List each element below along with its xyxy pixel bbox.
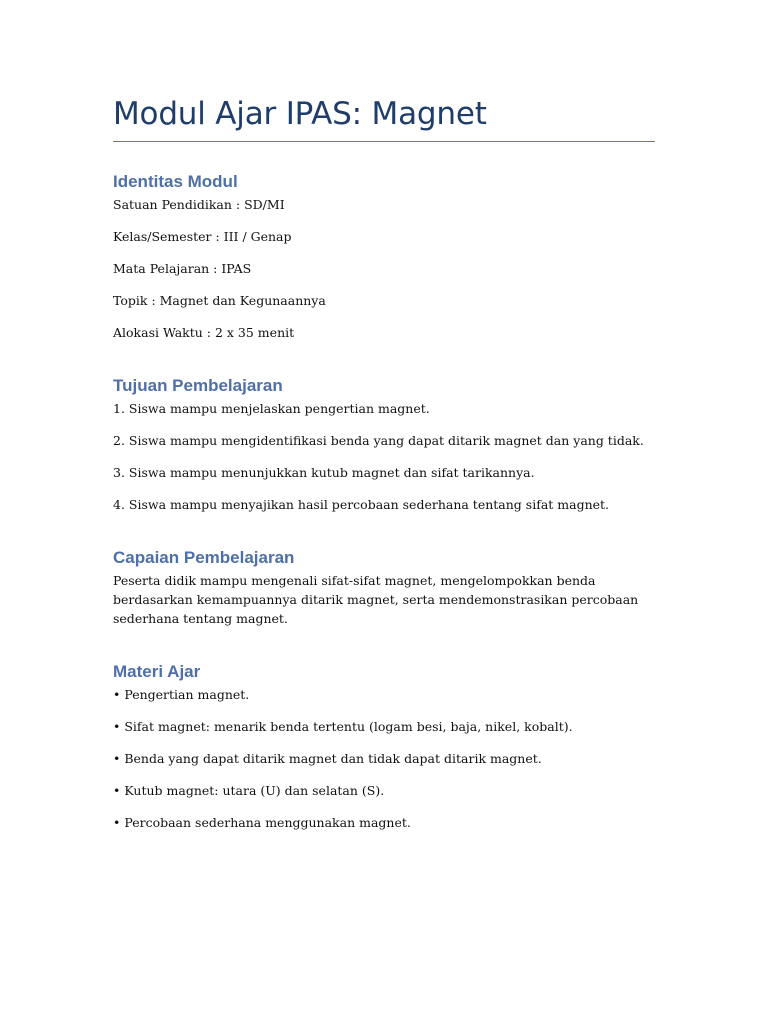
tujuan-item: 2. Siswa mampu mengidentifikasi benda yang dapat ditarik magnet dan yang tidak.: [113, 433, 644, 448]
section-heading-materi: Materi Ajar: [113, 662, 201, 681]
section-capaian-pembelajaran: [113, 547, 655, 628]
tujuan-item: 3. Siswa mampu menunjukkan kutub magnet dan sifat tarikannya.: [113, 465, 535, 480]
materi-item: • Pengertian magnet.: [113, 687, 250, 702]
section-tujuan-pembelajaran: [113, 375, 655, 514]
section-heading-capaian: Capaian Pembelajaran: [113, 548, 295, 567]
section-heading-identitas: Identitas Modul: [113, 172, 238, 191]
document-page: [113, 94, 655, 832]
identitas-alokasi-waktu: Alokasi Waktu : 2 x 35 menit: [113, 325, 295, 340]
materi-item: • Kutub magnet: utara (U) dan selatan (S).: [113, 783, 385, 798]
document-title: Modul Ajar IPAS: Magnet: [113, 94, 655, 142]
tujuan-item: 1. Siswa mampu menjelaskan pengertian magnet.: [113, 401, 430, 416]
identitas-mata-pelajaran: Mata Pelajaran : IPAS: [113, 261, 252, 276]
tujuan-list: [113, 399, 655, 514]
tujuan-item: 4. Siswa mampu menyajikan hasil percobaan sederhana tentang sifat magnet.: [113, 497, 610, 512]
materi-item: • Percobaan sederhana menggunakan magnet.: [113, 815, 411, 830]
capaian-paragraph: Peserta didik mampu mengenali sifat-sifat magnet, mengelompokkan benda berdasarkan kemampuannya ditarik magnet, serta mendemonstrasikan percobaan sederhana tentang magnet.: [113, 573, 639, 626]
section-identitas-modul: [113, 171, 655, 342]
section-heading-tujuan: Tujuan Pembelajaran: [113, 376, 283, 395]
identitas-list: [113, 195, 655, 342]
identitas-kelas-semester: Kelas/Semester : III / Genap: [113, 229, 292, 244]
materi-item: • Benda yang dapat ditarik magnet dan tidak dapat ditarik magnet.: [113, 751, 542, 766]
materi-item: • Sifat magnet: menarik benda tertentu (logam besi, baja, nikel, kobalt).: [113, 719, 573, 734]
section-materi-ajar: [113, 661, 655, 832]
materi-list: [113, 685, 655, 832]
identitas-satuan-pendidikan: Satuan Pendidikan : SD/MI: [113, 197, 285, 212]
identitas-topik: Topik : Magnet dan Kegunaannya: [113, 293, 326, 308]
